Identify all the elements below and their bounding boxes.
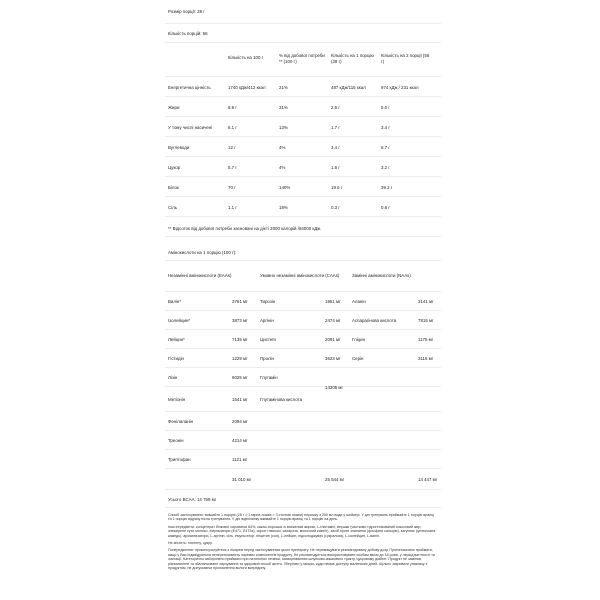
amino-cell-ev: 1121 мг	[232, 457, 248, 462]
nutrition-cell-name: Сіль	[168, 205, 177, 210]
nutrition-cell-pct: 18%	[279, 205, 288, 210]
amino-cell-ev: 6025 мг	[232, 375, 248, 380]
glutamine-total: 14205 мг	[325, 385, 344, 390]
amino-row	[165, 349, 441, 368]
nutrition-cell-name: Білок	[168, 185, 179, 190]
total-caa: 25 544 мг	[325, 477, 345, 482]
amino-cell-e: Триптофан	[168, 457, 191, 462]
amino-cell-c: Пролін	[260, 356, 274, 361]
nutrition-cell-name: Цукор	[168, 165, 181, 170]
amino-cell-c: Глутамін	[260, 375, 278, 380]
amino-cell-nv: 1175 мг	[418, 337, 434, 342]
nutrition-table	[165, 77, 441, 217]
amino-cell-c: Глутамінова кислота	[260, 397, 303, 402]
amino-cell-cv: 2091 мг	[325, 337, 341, 342]
nutrition-cell-per2: 39.2 г	[381, 185, 393, 190]
nutrition-cell-per100: 5.7 г	[228, 165, 237, 170]
nutrition-cell-per1: 19.6 г	[331, 185, 343, 190]
nutrition-cell-per100: 1740 кДж/412 ккал	[228, 85, 266, 90]
amino-title-row	[165, 237, 441, 261]
amino-cell-e: Ізолейцин*	[168, 318, 191, 323]
nutrition-cell-pct: 21%	[279, 85, 288, 90]
amino-header-eaa: Незамінні амінокислоти (EAAs)	[168, 273, 232, 278]
amino-cell-e: Валін*	[168, 299, 182, 304]
amino-cell-n: Серін	[352, 356, 364, 361]
amino-header-naa: Замінні амінокислоти (NAAs)	[352, 273, 411, 278]
nutrition-row	[165, 177, 441, 197]
nutrition-row	[165, 157, 441, 177]
nutrition-header-row	[165, 43, 441, 77]
amino-cell-cv: 2474 мг	[325, 318, 341, 323]
nutrition-cell-per1: 1.7 г	[331, 125, 340, 130]
nutrition-cell-name: Енергетична цінність	[168, 85, 211, 90]
amino-cell-e: Метіонін	[168, 397, 186, 402]
usage-text: Спосіб застосування: змішайте 1 порцію (28 г = 1 мірна ложка = 3 столові ложки) порошку з 250 мл води у шейкері. У дні тренувань приймайте 1 порцію вранці та 1 порцію відразу після тренування. У дні відпочинку вживайте 1 порцію вранці та 1 порцію на день.	[168, 513, 435, 522]
nutrition-footnote: ** Відсоток від добової потреби засновані на дієті 2000 калорій /84000 кДж.	[168, 226, 322, 231]
bcaa-total: Усього BCAA: 14 759 мг	[168, 497, 217, 502]
nutrition-cell-pct: 13%	[279, 125, 288, 130]
nutrition-cell-pct: 140%	[279, 185, 291, 190]
amino-cell-n: Аспарагінова кислота	[352, 318, 397, 323]
amino-totals-row	[165, 469, 441, 490]
nutrition-cell-per1: 487 кДж/115 ккал	[331, 85, 366, 90]
amino-cell-e: Гістидін	[168, 356, 184, 361]
serving-count-row	[165, 24, 441, 43]
amino-cell-ev: 2094 мг	[232, 419, 248, 424]
serving-size-row	[165, 0, 441, 24]
header-per1: Кількість на 1 порцію (28 г)	[331, 53, 374, 64]
footnote-row	[165, 217, 441, 237]
nutrition-cell-name: Вуглеводи	[168, 145, 190, 150]
nutrition-cell-pct: 31%	[279, 105, 288, 110]
amino-cell-nv: 3116 мг	[418, 356, 434, 361]
amino-cell-ev: 1541 мг	[232, 397, 248, 402]
ingredients-text: Інші інгредієнти: концентрат білкової сироватки 84%, какао-порошок зі зниженим жиром, L-глютамін, вершки (частково гідрогенізований кокосовий жир, знежирене сухе молоко, емульгатори (E471, E472a), сироп глюкози, сахароза, молочний казеїн), засіб проти злипання (фосфати кальцію), загусник (целюлозна камедь), ароматизатори, L-аргінін, сіль, емульгатор: лецитин (соя), L-лейцин, підсолоджувач (сукралоза), L-ізолейцин, L-валін.	[168, 524, 436, 538]
nutrition-cell-pct: 4%	[279, 145, 286, 150]
nutrition-cell-per1: 0.3 г	[331, 205, 340, 210]
amino-cell-c: Аргінін	[260, 318, 274, 323]
nutrition-cell-per2: 5.0 г	[381, 105, 390, 110]
amino-cell-e: Фенілаланін	[168, 419, 194, 424]
amino-cell-nv: 7815 мг	[418, 318, 434, 323]
amino-row	[165, 330, 441, 349]
nutrition-cell-per2: 3.2 г	[381, 165, 390, 170]
amino-cell-n: Аланін	[352, 299, 366, 304]
amino-cell-ev: 3873 мг	[232, 318, 248, 323]
nutrition-row	[165, 137, 441, 157]
serving-count: Кількість порцій: 56	[168, 31, 208, 36]
amino-row	[165, 450, 441, 469]
nutrition-cell-per1: 3.4 г	[331, 145, 340, 150]
nutrition-cell-per1: 2.5 г	[331, 105, 340, 110]
nutrition-cell-per100: 1.1 г	[228, 205, 237, 210]
amino-cell-c: Цистеїн	[260, 337, 276, 342]
amino-cell-ev: 7135 мг	[232, 337, 248, 342]
header-per100: Кількість на 100 г	[228, 55, 264, 60]
amino-row	[165, 292, 441, 311]
amino-header-row	[165, 261, 441, 292]
amino-cell-ev: 4214 мг	[232, 438, 248, 443]
serving-size: Розмір порції: 28 г	[168, 9, 205, 14]
nutrition-row	[165, 117, 441, 137]
total-naa: 14 447 мг	[418, 477, 438, 482]
nutrition-cell-name: У тому числі насичені	[168, 125, 213, 130]
amino-title: Амінокислоти на 1 порцію (100 г):	[168, 250, 237, 255]
header-per2: Кількість на 2 порції (56 г)	[381, 53, 430, 64]
amino-cell-ev: 3761 мг	[232, 299, 248, 304]
nutrition-cell-per100: 12 г	[228, 145, 236, 150]
amino-row	[165, 431, 441, 450]
amino-cell-e: Треонін	[168, 438, 184, 443]
nutrition-cell-name: Жири	[168, 105, 180, 110]
nutrition-cell-per2: 0.6 г	[381, 205, 390, 210]
nutrition-row	[165, 77, 441, 97]
nutrition-cell-per100: 6.1 г	[228, 125, 237, 130]
amino-cell-e: Лізін	[168, 375, 178, 380]
amino-row	[165, 311, 441, 330]
amino-cell-e: Лейцин*	[168, 337, 185, 342]
bcaa-row	[165, 490, 441, 508]
amino-cell-cv: 1951 мг	[325, 299, 341, 304]
amino-header-caa: Умовно незамінні амінокислоти (CAAs)	[260, 273, 340, 278]
nutrition-cell-per1: 1.6 г	[331, 165, 340, 170]
nutrition-cell-per2: 974 кДж / 231 ккал	[381, 85, 419, 90]
nutrition-cell-per2: 3.4 г	[381, 125, 390, 130]
nutrition-cell-per2: 6.7 г	[381, 145, 390, 150]
description-text	[165, 508, 441, 570]
amino-cell-ev: 1229 мг	[232, 356, 248, 361]
total-eaa: 31 010 мг	[232, 477, 252, 482]
warning-text: Попередження: проконсультуйтеся з лікарем перед застосуванням цього препарату. Не перевищувати рекомендовану добову дозу. Протипоказано приймати, якщо у Вас індивідуальна непереносимість окремих компонентів продукту. Не рекомендується використовувати особам віком до 18 років, у період вагітності та лактації. Категорично заборонено приймати при патологіях печінки, захворюваннях шлунково-кишкового тракту, цукровому діабеті. Продукт не замінює різноманітне та збалансоване харчування та здоровий спосіб життя. Зберігати у місцях, куди немає доступу маленьких дітей. Щільно закривати упаковку з продуктом, не допускаючи проникнення вологи всередину.	[168, 548, 435, 571]
amino-cell-nv: 3141 мг	[418, 299, 434, 304]
nutrition-cell-pct: 4%	[279, 165, 286, 170]
amino-row	[165, 368, 441, 387]
amino-cell-n: Гліцин	[352, 337, 366, 342]
nutrition-cell-per100: 8.9 г	[228, 105, 237, 110]
amino-cell-c: Тирозін	[260, 299, 276, 304]
product-info-page	[165, 0, 441, 573]
header-pct: % від добової потреби ** (100 г)	[279, 53, 325, 64]
amino-table	[165, 292, 441, 469]
amino-cell-cv: 3623 мг	[325, 356, 341, 361]
amino-row	[165, 412, 441, 431]
amino-row	[165, 387, 441, 412]
nutrition-cell-per100: 70 г	[228, 185, 236, 190]
no-contain-text: Не містить: глютену, цукру.	[168, 541, 213, 546]
nutrition-row	[165, 197, 441, 217]
nutrition-row	[165, 97, 441, 117]
